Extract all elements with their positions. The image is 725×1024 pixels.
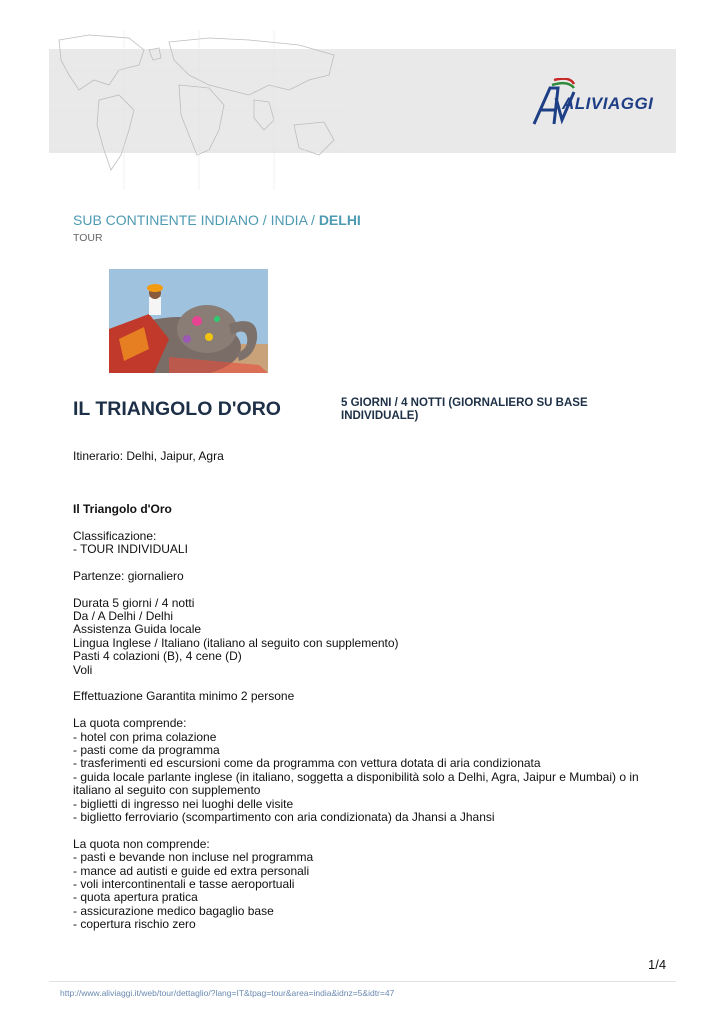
- excludes-label: La quota non comprende:: [73, 836, 210, 851]
- logo-text: ALIVIAGGI: [562, 94, 654, 113]
- excludes-item: - voli intercontinentali e tasse aeroportuali: [73, 877, 295, 892]
- detail-line: Da / A Delhi / Delhi: [73, 609, 174, 623]
- includes-item: - hotel con prima colazione: [73, 729, 217, 744]
- breadcrumb-current: DELHI: [318, 212, 361, 228]
- category-label: TOUR: [73, 232, 103, 244]
- departures: Partenze: giornaliero: [73, 568, 184, 583]
- includes-label: La quota comprende:: [73, 716, 187, 731]
- footer-url-link[interactable]: http://www.aliviaggi.it/web/tour/dettaglio/?lang=IT&tpag=tour&area=india&idnz=5&idtr=47: [60, 988, 395, 998]
- elephant-photo: [109, 269, 268, 373]
- includes-item: - biglietto ferroviario (scompartimento con aria condizionata) da Jhansi a Jhansi: [73, 810, 495, 825]
- detail-line: Voli: [73, 662, 93, 677]
- excludes-item: - assicurazione medico bagaglio base: [73, 903, 274, 918]
- includes-item: - pasti come da programma: [73, 743, 220, 758]
- excludes-item: - quota apertura pratica: [73, 890, 198, 905]
- detail-line: Lingua Inglese / Italiano (italiano al seguito con supplemento): [73, 635, 399, 650]
- excludes-item: - copertura rischio zero: [73, 917, 196, 932]
- includes-item: - biglietti di ingresso nei luoghi delle visite: [73, 796, 294, 811]
- excludes-item: - pasti e bevande non incluse nel programma: [73, 850, 314, 865]
- world-map-graphic: [49, 30, 349, 190]
- tour-title: IL TRIANGOLO D'ORO: [73, 398, 281, 420]
- includes-item: - trasferimenti ed escursioni come da programma con vettura dotata di aria condizionata: [73, 756, 541, 771]
- tour-description: [73, 450, 673, 932]
- page-number: 1/4: [648, 957, 667, 972]
- detail-line: Assistenza Guida locale: [73, 622, 202, 637]
- includes-item: - guida locale parlante inglese (in italiano, soggetta a disponibilità solo a Delhi, Agra, Jaipur e Mumbai) o in italiano al seguito con supplemento: [73, 769, 639, 798]
- tour-subtitle: Il Triangolo d'Oro: [73, 501, 172, 516]
- guaranteed-note: Effettuazione Garantita minimo 2 persone: [73, 689, 295, 704]
- tour-duration: 5 GIORNI / 4 NOTTI (GIORNALIERO SU BASE INDIVIDUALE): [341, 397, 588, 422]
- classification-value: - TOUR INDIVIDUALI: [73, 542, 188, 556]
- classification-label: Classificazione:: [73, 528, 157, 543]
- breadcrumb-path: SUB CONTINENTE INDIANO / INDIA /: [73, 212, 319, 228]
- excludes-item: - mance ad autisti e guide ed extra personali: [73, 863, 310, 878]
- breadcrumb: [73, 212, 361, 228]
- itinerary: Itinerario: Delhi, Jaipur, Agra: [73, 449, 224, 463]
- footer-divider: [49, 981, 676, 982]
- detail-line: Pasti 4 colazioni (B), 4 cene (D): [73, 649, 242, 664]
- detail-line: Durata 5 giorni / 4 notti: [73, 595, 195, 610]
